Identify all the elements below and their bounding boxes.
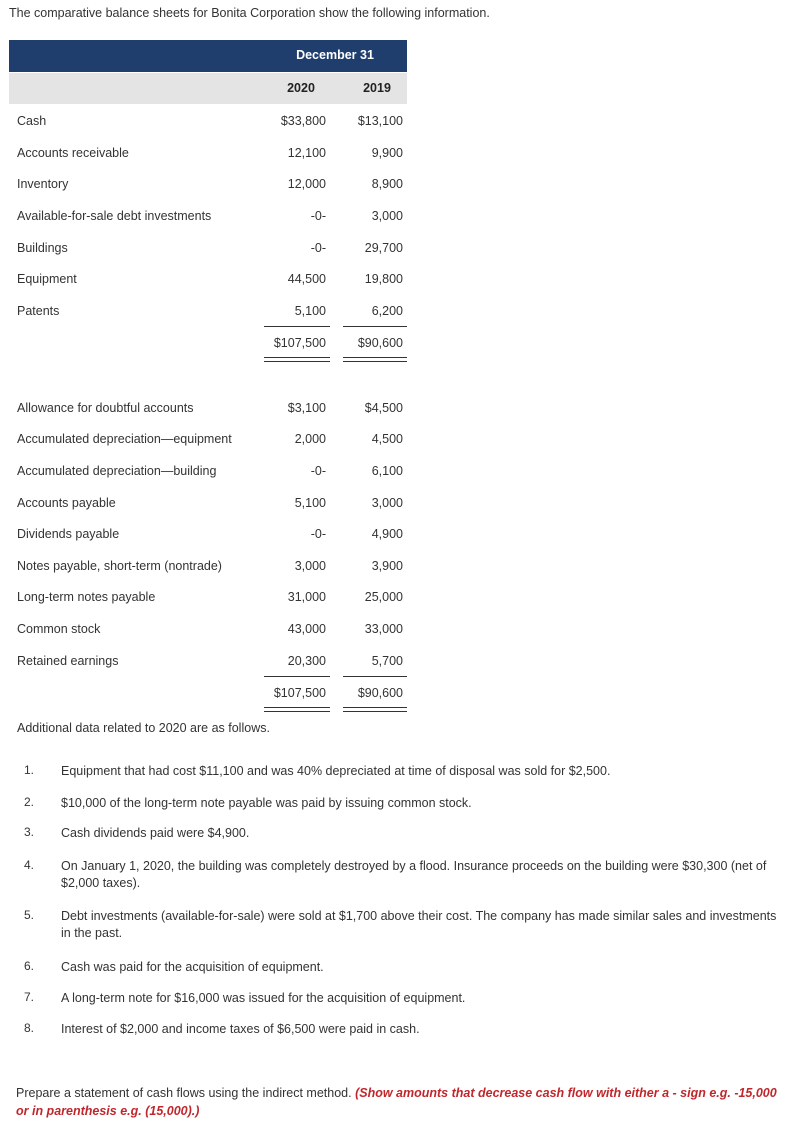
table-row <box>9 304 407 324</box>
row-label: Inventory <box>17 177 69 191</box>
row-label: Dividends payable <box>17 527 120 541</box>
total-double-rule-2019 <box>343 707 407 712</box>
table-row <box>9 590 407 610</box>
value-2019: 8,900 <box>371 177 403 191</box>
table-row <box>9 401 407 421</box>
subtotal-rule-2020 <box>264 676 330 677</box>
item-number: 2. <box>24 795 35 809</box>
table-row <box>9 496 407 516</box>
value-2020: 44,500 <box>287 272 326 286</box>
item-text: A long-term note for $16,000 was issued for the acquisition of equipment. <box>61 991 466 1005</box>
row-label: Equipment <box>17 272 77 286</box>
assets-total-2020: $107,500 <box>273 336 326 350</box>
row-label: Accumulated depreciation—equipment <box>17 432 232 446</box>
instruction-main: Prepare a statement of cash flows using the indirect method. <box>16 1086 356 1100</box>
value-2020: $33,800 <box>280 114 326 128</box>
table-row <box>9 241 407 261</box>
table-row <box>9 209 407 229</box>
item-text: On January 1, 2020, the building was completely destroyed by a flood. Insurance proceeds on the building were $30,300 (net of $2,000 taxes). <box>61 859 767 890</box>
item-text: Cash dividends paid were $4,900. <box>61 826 250 840</box>
value-2020: 3,000 <box>294 559 326 573</box>
row-label: Common stock <box>17 622 101 636</box>
value-2020: -0- <box>310 527 326 541</box>
assets-total-row <box>9 336 407 356</box>
item-text: Debt investments (available-for-sale) were sold at $1,700 above their cost. The company has made similar sales and investments in the past. <box>61 909 777 940</box>
value-2020: 31,000 <box>287 590 326 604</box>
table-row <box>9 272 407 292</box>
value-2020: 43,000 <box>287 622 326 636</box>
value-2020: 12,100 <box>287 146 326 160</box>
value-2019: $13,100 <box>357 114 403 128</box>
assets-total-2019: $90,600 <box>357 336 403 350</box>
value-2019: $4,500 <box>364 401 403 415</box>
table-header-title: December 31 <box>296 48 374 62</box>
item-number: 7. <box>24 990 35 1004</box>
value-2019: 19,800 <box>364 272 403 286</box>
row-label: Notes payable, short-term (nontrade) <box>17 559 222 573</box>
value-2019: 3,900 <box>371 559 403 573</box>
total-double-rule-2020 <box>264 707 330 712</box>
additional-data-heading: Additional data related to 2020 are as follows. <box>17 721 270 735</box>
item-text: Equipment that had cost $11,100 and was 40% depreciated at time of disposal was sold for $2,500. <box>61 764 611 778</box>
total-double-rule-2020 <box>264 357 330 362</box>
liabilities-total-row <box>9 686 407 706</box>
value-2020: $3,100 <box>287 401 326 415</box>
value-2019: 9,900 <box>371 146 403 160</box>
table-row <box>9 622 407 642</box>
value-2020: -0- <box>310 241 326 255</box>
table-row <box>9 654 407 674</box>
value-2019: 6,200 <box>371 304 403 318</box>
intro-text: The comparative balance sheets for Bonita Corporation show the following information. <box>9 6 490 20</box>
table-row <box>9 177 407 197</box>
row-label: Accounts receivable <box>17 146 129 160</box>
item-number: 5. <box>24 908 35 922</box>
value-2020: 5,100 <box>294 496 326 510</box>
table-row <box>9 146 407 166</box>
table-row <box>9 432 407 452</box>
table-row <box>9 559 407 579</box>
total-double-rule-2019 <box>343 357 407 362</box>
item-number: 3. <box>24 825 35 839</box>
value-2019: 6,100 <box>371 464 403 478</box>
item-text: Interest of $2,000 and income taxes of $6,500 were paid in cash. <box>61 1022 420 1036</box>
value-2020: 2,000 <box>294 432 326 446</box>
value-2020: -0- <box>310 209 326 223</box>
instruction-note: (Show amounts that decrease cash flow with either a - sign e.g. -15,000 or in parenthesis e.g. (15,000).) <box>16 1086 777 1118</box>
item-number: 6. <box>24 959 35 973</box>
value-2020: -0- <box>310 464 326 478</box>
row-label: Long-term notes payable <box>17 590 156 604</box>
year-2019-header: 2019 <box>363 81 391 95</box>
year-2020-header: 2020 <box>287 81 315 95</box>
value-2020: 12,000 <box>287 177 326 191</box>
table-row <box>9 527 407 547</box>
row-label: Retained earnings <box>17 654 119 668</box>
liabilities-total-2020: $107,500 <box>273 686 326 700</box>
table-header-band <box>9 40 407 72</box>
subtotal-rule-2019 <box>343 676 407 677</box>
value-2020: 20,300 <box>287 654 326 668</box>
value-2019: 3,000 <box>371 496 403 510</box>
row-label: Allowance for doubtful accounts <box>17 401 194 415</box>
table-row <box>9 114 407 134</box>
row-label: Cash <box>17 114 47 128</box>
item-number: 4. <box>24 858 35 872</box>
value-2019: 3,000 <box>371 209 403 223</box>
instruction-text <box>16 1084 792 1120</box>
item-number: 1. <box>24 763 35 777</box>
row-label: Accounts payable <box>17 496 116 510</box>
item-text: $10,000 of the long-term note payable was paid by issuing common stock. <box>61 796 472 810</box>
item-number: 8. <box>24 1021 35 1035</box>
table-row <box>9 464 407 484</box>
value-2019: 25,000 <box>364 590 403 604</box>
header-band-left <box>9 40 263 72</box>
row-label: Patents <box>17 304 60 318</box>
row-label: Buildings <box>17 241 68 255</box>
subtotal-rule-2019 <box>343 326 407 327</box>
liabilities-total-2019: $90,600 <box>357 686 403 700</box>
item-text: Cash was paid for the acquisition of equipment. <box>61 960 324 974</box>
value-2020: 5,100 <box>294 304 326 318</box>
value-2019: 4,900 <box>371 527 403 541</box>
value-2019: 4,500 <box>371 432 403 446</box>
subtotal-rule-2020 <box>264 326 330 327</box>
row-label: Accumulated depreciation—building <box>17 464 217 478</box>
value-2019: 5,700 <box>371 654 403 668</box>
value-2019: 29,700 <box>364 241 403 255</box>
row-label: Available-for-sale debt investments <box>17 209 212 223</box>
value-2019: 33,000 <box>364 622 403 636</box>
year-header-row <box>9 73 407 104</box>
